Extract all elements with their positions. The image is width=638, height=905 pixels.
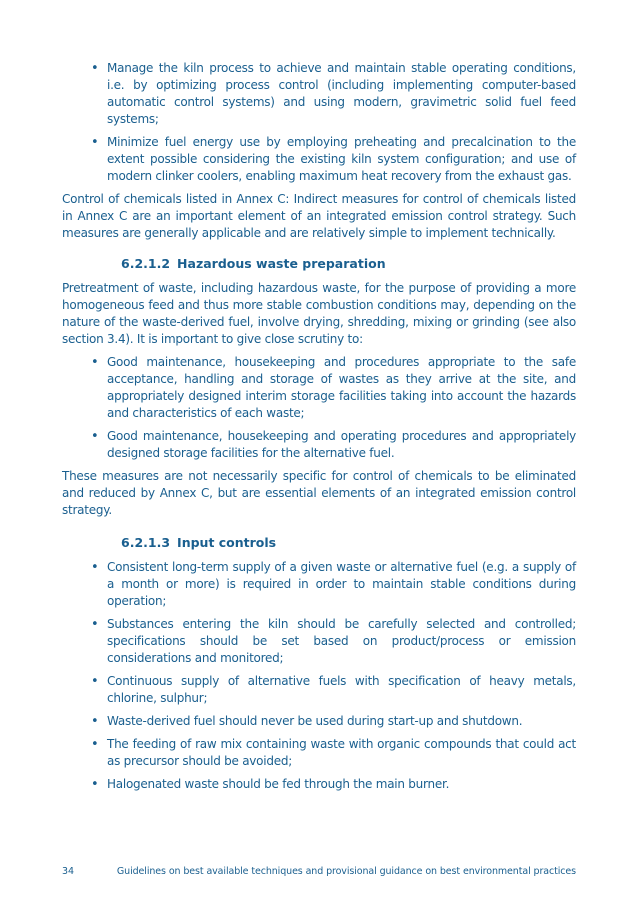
list-item bbox=[62, 776, 576, 793]
hazardous-bullet-list bbox=[62, 354, 576, 462]
section-title: Input controls bbox=[177, 535, 277, 550]
bullet-glyph: • bbox=[91, 560, 99, 575]
list-item-text: The feeding of raw mix containing waste with organic compounds that could act as precursor should be avoided; bbox=[107, 737, 576, 768]
bullet-glyph: • bbox=[91, 617, 99, 632]
paragraph-pretreatment: Pretreatment of waste, including hazardous waste, for the purpose of providing a more homogeneous feed and thus more stable combustion conditions may, depending on the nature of the waste-derived fuel, involve drying, shredding, mixing or grinding (see also section 3.4). It is important to give close scrutiny to: bbox=[62, 281, 576, 346]
list-item bbox=[62, 60, 576, 128]
section-heading-input-controls bbox=[62, 534, 576, 551]
list-item-text: Waste-derived fuel should never be used during start-up and shutdown. bbox=[107, 714, 523, 728]
list-item-text: Consistent long-term supply of a given waste or alternative fuel (e.g. a supply of a month or more) is required in order to maintain stable conditions during operation; bbox=[107, 560, 576, 608]
section-number: 6.2.1.2 bbox=[121, 256, 171, 271]
bullet-glyph: • bbox=[91, 777, 99, 792]
list-item-text: Good maintenance, housekeeping and procedures appropriate to the safe acceptance, handling and storage of wastes as they arrive at the site, and appropriately designed interim storage facilities taking into account the hazards and characteristics of each waste; bbox=[107, 355, 576, 420]
list-item bbox=[62, 134, 576, 185]
list-item-text: Substances entering the kiln should be carefully selected and controlled; specifications should be set based on product/process or emission considerations and monitored; bbox=[107, 617, 576, 665]
kiln-bullet-list bbox=[62, 60, 576, 185]
bullet-glyph: • bbox=[91, 429, 99, 444]
bullet-glyph: • bbox=[91, 674, 99, 689]
bullet-glyph: • bbox=[91, 61, 99, 76]
list-item bbox=[62, 616, 576, 667]
list-item bbox=[62, 736, 576, 770]
section-number: 6.2.1.3 bbox=[121, 535, 171, 550]
list-item-text: Manage the kiln process to achieve and maintain stable operating conditions, i.e. by optimizing process control (including implementing computer-based automatic control systems) and using modern, gravimetric solid fuel feed systems; bbox=[107, 61, 576, 126]
list-item-text: Minimize fuel energy use by employing preheating and precalcination to the extent possible considering the existing kiln system configuration; and use of modern clinker coolers, enabling maximum heat recovery from the exhaust gas. bbox=[107, 135, 576, 183]
bullet-glyph: • bbox=[91, 135, 99, 150]
section-heading-hazardous-waste bbox=[62, 255, 576, 272]
running-footer-title: Guidelines on best available techniques and provisional guidance on best environmental practices bbox=[116, 866, 576, 877]
bullet-glyph: • bbox=[91, 737, 99, 752]
section-title: Hazardous waste preparation bbox=[177, 256, 386, 271]
bullet-glyph: • bbox=[91, 714, 99, 729]
list-item bbox=[62, 354, 576, 422]
list-item bbox=[62, 713, 576, 730]
list-item-text: Halogenated waste should be fed through the main burner. bbox=[107, 777, 450, 791]
bullet-glyph: • bbox=[91, 355, 99, 370]
paragraph-annex-c-control: Control of chemicals listed in Annex C: Indirect measures for control of chemicals listed in Annex C are an important element of an integrated emission control strategy. Such measures are generally applicable and are relatively simple to implement technically. bbox=[62, 192, 576, 240]
list-item bbox=[62, 559, 576, 610]
list-item-text: Continuous supply of alternative fuels with specification of heavy metals, chlorine, sulphur; bbox=[107, 674, 576, 705]
list-item bbox=[62, 673, 576, 707]
list-item-text: Good maintenance, housekeeping and operating procedures and appropriately designed storage facilities for the alternative fuel. bbox=[107, 429, 576, 460]
list-item bbox=[62, 428, 576, 462]
input-controls-bullet-list bbox=[62, 559, 576, 793]
paragraph-integrated-measures: These measures are not necessarily specific for control of chemicals to be eliminated and reduced by Annex C, but are essential elements of an integrated emission control strategy. bbox=[62, 469, 576, 517]
page-number: 34 bbox=[62, 866, 74, 877]
page-body bbox=[62, 60, 576, 799]
